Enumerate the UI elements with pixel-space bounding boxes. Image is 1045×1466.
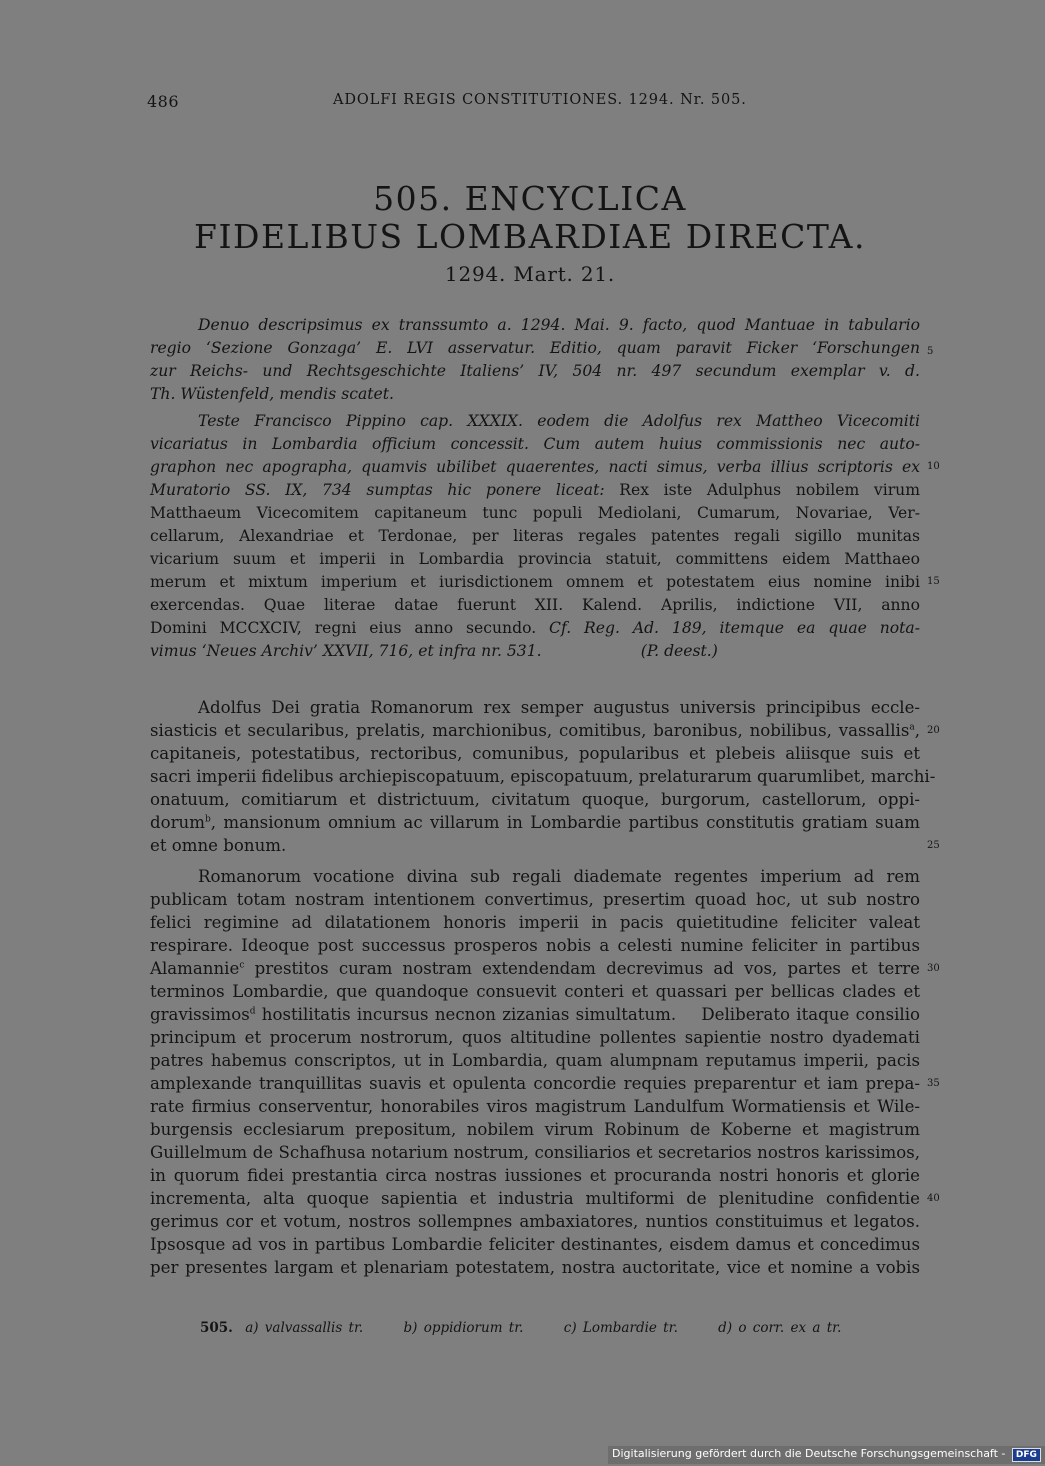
note-line: cellarum, Alexandriae et Terdonae, per literas regales patentes regali sigillo munitas	[150, 527, 920, 545]
note-line: zur Reichs- und Rechtsgeschichte Italiens’ IV, 504 nr. 497 secundum exemplar v. d.	[150, 362, 920, 380]
text-segment: gravissimos	[150, 1005, 250, 1024]
text-segment: , mansionum omnium ac villarum in Lombardie partibus constitutis gratiam suam	[210, 813, 920, 832]
margin-line-number: 5	[927, 346, 934, 357]
note-line: vicarium suum et imperii in Lombardia provincia statuit, committens eidem Matthaeo	[150, 550, 920, 568]
margin-line-number: 30	[927, 963, 940, 974]
footnote-c: c) Lombardie tr.	[563, 1320, 678, 1336]
text-segment: dorum	[150, 813, 205, 832]
page-number: 486	[147, 92, 180, 111]
document-title-line-2: FIDELIBUS LOMBARDIAE DIRECTA.	[194, 217, 866, 256]
text-segment: Alamannie	[150, 959, 240, 978]
margin-line-number: 20	[927, 725, 940, 736]
note-line: vicariatus in Lombardia officium concessit. Cum autem huius commissionis nec auto-	[150, 435, 920, 453]
text-line: in quorum fidei prestantia circa nostras iussiones et procuranda nostri honoris et glorie	[150, 1166, 920, 1185]
document-date: 1294. Mart. 21.	[444, 262, 616, 286]
footnotes	[200, 1320, 875, 1336]
footnote-d: d) o corr. ex a tr.	[718, 1320, 842, 1336]
text-line: et omne bonum.	[150, 836, 287, 855]
footnote-ref-d: d	[249, 1006, 256, 1017]
note-citation: Muratorio SS. IX, 734 sumptas hic ponere liceat:	[150, 481, 605, 499]
text-line: principum et procerum nostrorum, quos altitudine pollentes sapientie nostro dyademati	[150, 1028, 920, 1047]
text-segment: hostilitatis incursus necnon zizanias simultatum. Deliberato itaque consilio	[255, 1005, 920, 1024]
note-line: Denuo descripsimus ex transsumto a. 1294. Mai. 9. facto, quod Mantuae in tabulario	[198, 316, 920, 334]
text-line: Adolfus Dei gratia Romanorum rex semper augustus universis principibus eccle-	[198, 698, 920, 717]
text-line: per presentes largam et plenariam potestatem, nostra auctoritate, vice et nomine a vobis	[150, 1258, 920, 1277]
note-quotation: Domini MCCXCIV, regni eius anno secundo.	[150, 619, 550, 637]
running-title: ADOLFI REGIS CONSTITUTIONES. 1294. Nr. 505.	[333, 92, 747, 108]
margin-line-number: 15	[927, 576, 940, 587]
footnote-a: a) valvassallis tr.	[245, 1320, 364, 1336]
text-line: sacri imperii fidelibus archiepiscopatuum, episcopatuum, prelaturarum quarumlibet, marchi-	[150, 767, 936, 786]
text-line: incrementa, alta quoque sapientia et industria multiformi de plenitudine confidentie	[150, 1189, 920, 1208]
digitization-credit	[608, 1446, 1045, 1464]
text-line: Ipsosque ad vos in partibus Lombardie feliciter destinantes, eisdem damus et concedimus	[150, 1235, 920, 1254]
note-line: vimus ‘Neues Archiv’ XXVII, 716, et infra nr. 531. (P. deest.)	[150, 642, 718, 660]
note-line: merum et mixtum imperium et iurisdictionem omnem et potestatem eius nomine inibi	[150, 573, 920, 591]
note-line: graphon nec apographa, quamvis ubilibet quaerentes, nacti simus, verba illius scriptoris ex	[150, 458, 920, 476]
text-line: terminos Lombardie, que quandoque consuevit conteri et quassari per bellicas clades et	[150, 982, 920, 1001]
text-line: Romanorum vocatione divina sub regali diademate regentes imperium ad rem	[198, 867, 920, 886]
text-line: patres habemus conscriptos, ut in Lombardia, quam alumpnam reputamus imperii, pacis	[150, 1051, 920, 1070]
text-line	[150, 812, 920, 834]
footnote-ref-c: c	[239, 960, 245, 971]
footnote-ref-b: b	[204, 814, 211, 825]
note-line: regio ‘Sezione Gonzaga’ E. LVI asservatur. Editio, quam paravit Ficker ‘Forschungen	[150, 339, 920, 357]
text-line: burgensis ecclesiarum prepositum, nobilem virum Robinum de Koberne et magistrum	[150, 1120, 920, 1139]
text-line: felici regimine ad dilatationem honoris imperii in pacis quietitudine feliciter valeat	[150, 913, 920, 932]
text-line	[150, 720, 920, 742]
text-line: amplexande tranquillitas suavis et opulenta concordie requies preparentur et iam prepa-	[150, 1074, 920, 1093]
text-segment: siasticis et secularibus, prelatis, marchionibus, comitibus, baronibus, nobilibus, vassallis	[150, 721, 910, 740]
text-line	[150, 958, 920, 980]
text-line: onatuum, comitiarum et districtuum, civitatum quoque, burgorum, castellorum, oppi-	[150, 790, 920, 809]
note-line	[150, 617, 920, 639]
text-segment: prestitos curam nostram extendendam decrevimus ad vos, partes et terre	[244, 959, 920, 978]
footnote-b: b) oppidiorum tr.	[403, 1320, 524, 1336]
text-line: gerimus cor et votum, nostros sollempnes ambaxiatores, nuntios constituimus et legatos.	[150, 1212, 920, 1231]
document-title-line-1: 505. ENCYCLICA	[373, 179, 687, 218]
credit-text: Digitalisierung gefördert durch die Deutsche Forschungsgemeinschaft -	[612, 1447, 1006, 1460]
note-line: exercendas. Quae literae datae fuerunt XII. Kalend. Aprilis, indictione VII, anno	[150, 596, 920, 614]
note-citation: Cf. Reg. Ad. 189, itemque ea quae nota-	[549, 619, 920, 637]
text-line: capitaneis, potestatibus, rectoribus, comunibus, popularibus et plebeis aliisque suis et	[150, 744, 920, 763]
margin-line-number: 10	[927, 461, 940, 472]
margin-line-number: 40	[927, 1193, 940, 1204]
text-line: publicam totam nostram intentionem convertimus, presertim quoad hoc, ut sub nostro	[150, 890, 920, 909]
text-line: rate firmius conserventur, honorabiles viros magistrum Landulfum Wormatiensis et Wile-	[150, 1097, 920, 1116]
margin-line-number: 25	[927, 840, 940, 851]
note-line: Matthaeum Vicecomitem capitaneum tunc populi Mediolani, Cumarum, Novariae, Ver-	[150, 504, 920, 522]
note-line: Th. Wüstenfeld, mendis scatet.	[150, 385, 394, 403]
note-line: Teste Francisco Pippino cap. XXXIX. eodem die Adolfus rex Mattheo Vicecomiti	[198, 412, 920, 430]
text-segment: ,	[914, 721, 920, 740]
footnote-ref-a: a	[909, 722, 915, 733]
running-header	[147, 92, 767, 120]
note-line	[150, 479, 920, 501]
text-line: respirare. Ideoque post successus prosperos nobis a celesti numine feliciter in partibus	[150, 936, 920, 955]
margin-line-number: 35	[927, 1078, 940, 1089]
note-quotation: Rex iste Adulphus nobilem virum	[604, 481, 920, 499]
dfg-logo: DFG	[1012, 1448, 1041, 1462]
footnote-number: 505.	[200, 1320, 233, 1336]
text-line	[150, 1004, 920, 1026]
text-line: Guillelmum de Schafhusa notarium nostrum, consiliarios et secretarios nostros karissimos,	[150, 1143, 920, 1162]
